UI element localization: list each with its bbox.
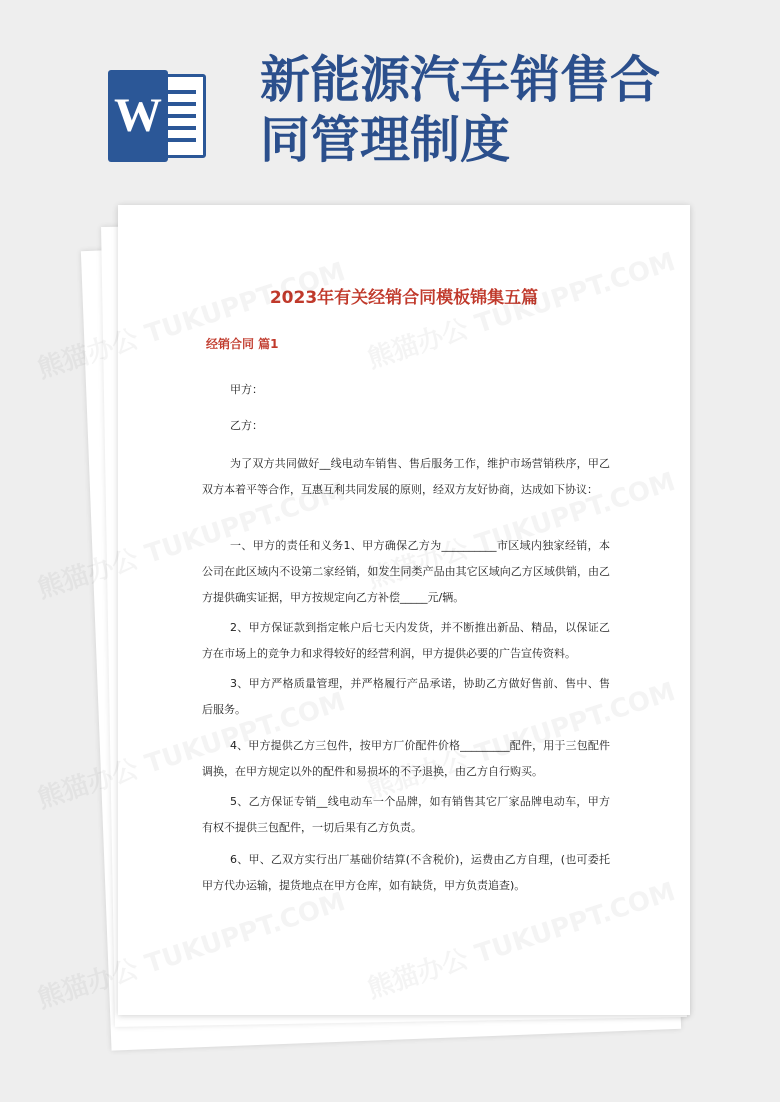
hero-title: 新能源汽车销售合同管理制度 [260, 50, 660, 169]
preamble-paragraph: 为了双方共同做好__线电动车销售、售后服务工作，维护市场营销秩序，甲乙双方本着平等合作，互惠互利共同发展的原则，经双方友好协商，达成如下协议： [202, 457, 610, 496]
clause-5-paragraph: 5、乙方保证专销__线电动车一个品牌，如有销售其它厂家品牌电动车，甲方有权不提供三包配件，一切后果有乙方负责。 [202, 795, 610, 834]
document-title: 2023年有关经销合同模板锦集五篇 [269, 288, 539, 308]
party-a-line: 甲方： [230, 383, 263, 396]
clause-1-paragraph: 一、甲方的责任和义务1、甲方确保乙方为__________市区域内独家经销，本公司在此区域内不设第二家经销，如发生同类产品由其它区域向乙方区域供销，由乙方提供确实证据，甲方按规定向乙方补偿_____元/辆。 [202, 539, 610, 604]
clause-2-paragraph: 2、甲方保证款到指定帐户后七天内发货，并不断推出新品、精品，以保证乙方在市场上的竞争力和求得较好的经营利润，甲方提供必要的广告宣传资料。 [202, 621, 610, 660]
document-page [118, 205, 690, 1015]
clause-4-paragraph: 4、甲方提供乙方三包件，按甲方厂价配件价格_________配件，用于三包配件调换，在甲方规定以外的配件和易损坏的不予退换，由乙方自行购买。 [202, 739, 610, 778]
party-b-line: 乙方： [230, 419, 263, 432]
clause-6-paragraph: 6、甲、乙双方实行出厂基础价结算(不含税价)，运费由乙方自理，(也可委托甲方代办运输，提货地点在甲方仓库，如有缺货，甲方负责追查)。 [202, 853, 610, 892]
section-heading: 经销合同 篇1 [206, 337, 279, 351]
word-document-icon [108, 70, 208, 162]
word-letter-badge: W [108, 70, 168, 162]
clause-3-paragraph: 3、甲方严格质量管理，并严格履行产品承诺，协助乙方做好售前、售中、售后服务。 [202, 677, 610, 716]
